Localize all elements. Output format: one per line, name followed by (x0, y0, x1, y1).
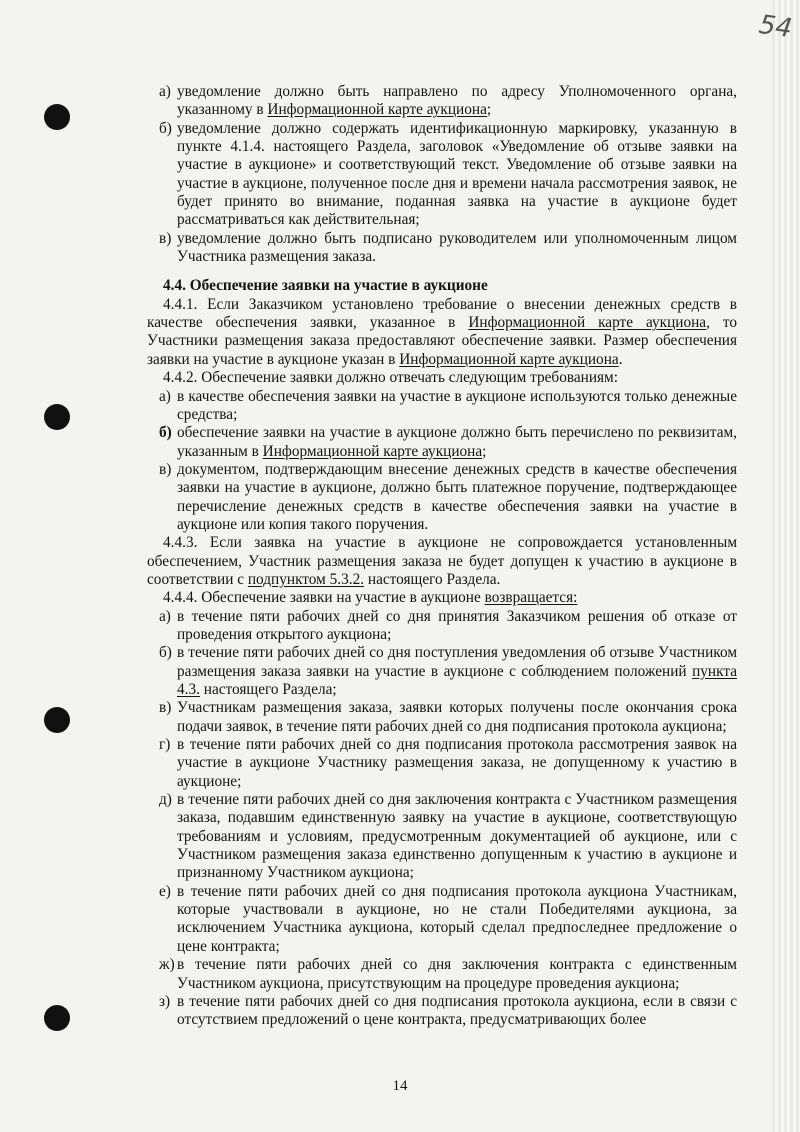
text-segment: настоящего Раздела. (364, 570, 501, 588)
text-segment: в течение пяти рабочих дней со дня принятия Заказчиком решения об отказе от проведения открытого аукциона; (177, 607, 737, 643)
reference-link: Информационной карте аукциона (262, 442, 483, 460)
text-segment: документом, подтверждающим внесение денежных средств в качестве обеспечения заявки на участие в аукционе, должно быть платежное поручение, подтверждающее перечисление денежных средств в качестве обеспечения заявки на участие в аукционе или копия такого поручения. (177, 460, 737, 533)
reference-link: Информационной карте аукциона (468, 314, 707, 332)
page-number: 14 (392, 1078, 408, 1094)
list-marker: в) (159, 229, 172, 247)
return-conditions-list (147, 608, 737, 1030)
text-segment: в течение пяти рабочих дней со дня подписания протокола аукциона, если в связи с отсутствием предложений о цене контракта, предусматривающих более (177, 992, 737, 1029)
list-item (147, 736, 737, 791)
reference-link: Информационной карте аукциона (267, 101, 487, 119)
list-item (147, 461, 737, 534)
text-segment: обеспечение заявки на участие в аукционе должно быть перечислено по реквизитам, указанным в (177, 424, 737, 460)
paragraph-4-4-4 (147, 589, 737, 607)
list-marker: б) (159, 119, 172, 137)
list-marker: д) (159, 791, 172, 809)
list-item (147, 388, 737, 425)
list-marker: з) (159, 992, 171, 1010)
reference-link: пункта 4.3. (177, 662, 737, 698)
text-segment: в качестве обеспечения заявки на участие в аукционе используются только денежные средства; (177, 387, 737, 423)
text-segment: 4.4.2. Обеспечение заявки должно отвечать следующим требованиям: (163, 369, 618, 387)
document-body (147, 83, 737, 1030)
text-segment: ; (486, 101, 492, 119)
requirements-list (147, 388, 737, 535)
list-item (147, 791, 737, 883)
list-marker: в) (159, 460, 172, 478)
list-marker: б) (159, 424, 172, 442)
reference-link: подпунктом 5.3.2. (247, 570, 365, 588)
text-segment: уведомление должно содержать идентификационную маркировку, указанную в пункте 4.1.4. настоящего Раздела, заголовок «Уведомление об отзыве заявки на участие в аукционе» и соответствующий текст. Уведомление об отзыве заявки на участие в аукционе, полученное после дня и времени начала рассмотрения заявок, не будет принято во внимание, поданная заявка на участие в аукционе будет рассматриваться как действительная; (177, 119, 737, 229)
text-segment: 4.4.1. Если Заказчиком установлено требование о внесении денежных средств в качестве обеспечения заявки, указанное в (147, 295, 737, 332)
paragraph-4-4-3 (147, 534, 737, 589)
text-segment: в течение пяти рабочих дней со дня заключения контракта с единственным Участником аукциона, присутствующим на процедуре проведения аукциона; (177, 956, 737, 992)
text-segment: в течение пяти рабочих дней со дня подписания протокола аукциона Участникам, которые участвовали в аукционе, но не стали Победителями аукциона, за исключением Участника аукциона, который сделал предпоследнее предложение о цене контракта; (177, 882, 737, 955)
list-marker: ж) (159, 956, 175, 974)
punch-hole (44, 1005, 70, 1031)
list-item (147, 120, 737, 230)
handwritten-page-number: 54 (756, 9, 794, 45)
withdrawal-notice-list (147, 83, 737, 266)
text-segment: в течение пяти рабочих дней со дня подписания протокола рассмотрения заявок на участие в аукционе Участнику размещения заказа, не допущенному к участию в аукционе; (177, 736, 737, 790)
list-item (147, 956, 737, 993)
punch-hole (44, 104, 70, 130)
list-marker: в) (159, 699, 172, 717)
list-marker: а) (159, 607, 171, 625)
list-item (147, 230, 737, 267)
text-segment: настоящего Раздела; (199, 681, 337, 698)
list-item (147, 83, 737, 120)
scan-right-edge (772, 0, 800, 1132)
reference-link: возвращается: (484, 589, 578, 607)
text-segment: уведомление должно быть направлено по адресу Уполномоченного органа, указанному в (177, 83, 737, 119)
list-item (147, 993, 737, 1030)
text-segment: Участникам размещения заказа, заявки которых получены после окончания срока подачи заявок, в течение пяти рабочих дней со дня подписания протокола аукциона; (177, 699, 737, 735)
text-segment: 4.4.3. Если заявка на участие в аукционе не сопровождается установленным обеспечением, Участник размещения заказа не будет допущен к участию в аукционе в соответствии с (147, 534, 737, 588)
list-marker: е) (159, 882, 171, 900)
paragraph-4-4-1 (147, 296, 737, 369)
list-item (147, 608, 737, 645)
list-item (147, 699, 737, 736)
text-segment: . (618, 350, 623, 368)
list-item (147, 883, 737, 956)
list-item (147, 644, 737, 699)
section-heading: 4.4. Обеспечение заявки на участие в аукционе (163, 277, 488, 295)
punch-hole (44, 404, 70, 430)
text-segment: ; (482, 442, 487, 460)
list-marker: а) (159, 387, 171, 405)
list-item (147, 424, 737, 461)
reference-link: Информационной карте аукциона (399, 350, 619, 368)
paragraph-4-4-2 (147, 369, 737, 387)
punch-hole (44, 707, 70, 733)
text-segment: , то Участники размещения заказа предоставляют обеспечение заявки. Размер обеспечения заявки на участие в аукционе указан в (147, 314, 737, 368)
text-segment: уведомление должно быть подписано руководителем или уполномоченным лицом Участника размещения заказа. (177, 229, 737, 266)
list-marker: г) (159, 736, 171, 754)
list-marker: б) (159, 644, 172, 662)
text-segment: в течение пяти рабочих дней со дня поступления уведомления об отзыве Участником размещения заказа заявки на участие в аукционе с соблюдением положений (177, 644, 737, 680)
text-segment: 4.4.4. Обеспечение заявки на участие в аукционе (163, 589, 485, 607)
text-segment: в течение пяти рабочих дней со дня заключения контракта с Участником размещения заказа, подавшим единственную заявку на участие в аукционе, соответствующую требованиям и условиям, предусмотренным документацией об аукционе, или с Участником размещения заказа единственно допущенным к участию в аукционе и признанному Участником аукциона; (177, 791, 737, 882)
list-marker: а) (159, 83, 171, 100)
